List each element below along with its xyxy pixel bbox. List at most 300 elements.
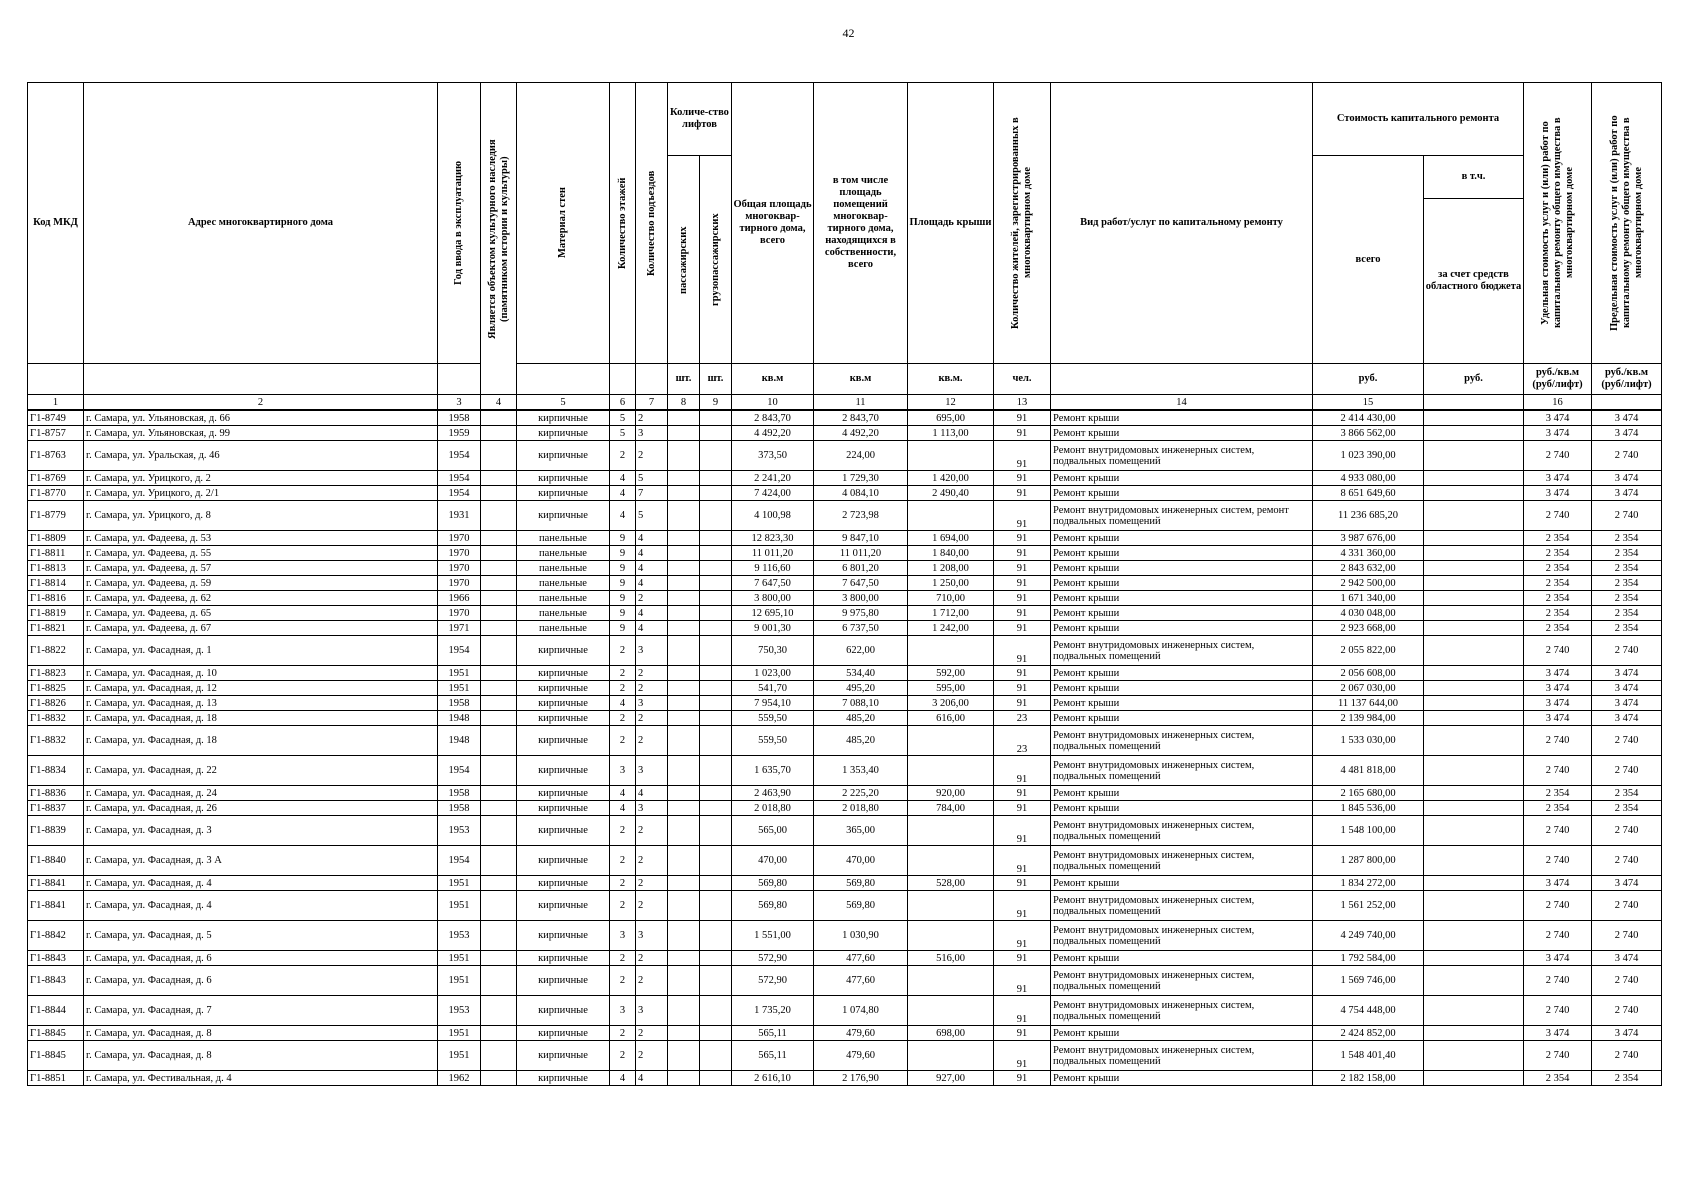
cell-wall: кирпичные: [517, 846, 610, 876]
cell-entrances: 2: [636, 726, 668, 756]
table-row: [28, 621, 1662, 636]
table-row: [28, 846, 1662, 876]
cell-year: 1958: [438, 410, 481, 426]
cell-code: Г1-8851: [28, 1071, 84, 1086]
cell-year: 1954: [438, 636, 481, 666]
cell-lifts-pass: [668, 561, 700, 576]
cell-owned-area: 2 723,98: [814, 501, 908, 531]
cell-cost-total: 8 651 649,60: [1313, 486, 1424, 501]
table-row: [28, 711, 1662, 726]
cell-heritage: [481, 951, 517, 966]
cell-work-type: Ремонт крыши: [1051, 1026, 1313, 1041]
cell-entrances: 4: [636, 1071, 668, 1086]
cell-code: Г1-8832: [28, 726, 84, 756]
cell-code: Г1-8769: [28, 471, 84, 486]
column-number: 5: [517, 395, 610, 411]
column-number: [1592, 395, 1662, 411]
cell-roof-area: [908, 996, 994, 1026]
cell-roof-area: [908, 966, 994, 996]
cell-floors: 2: [610, 1041, 636, 1071]
table-row: [28, 891, 1662, 921]
cell-cost-regional: [1424, 501, 1524, 531]
cell-lifts-freight: [700, 681, 732, 696]
cell-wall: кирпичные: [517, 441, 610, 471]
cell-code: Г1-8832: [28, 711, 84, 726]
cell-lifts-freight: [700, 726, 732, 756]
cell-year: 1962: [438, 1071, 481, 1086]
header-entrances-text: Количество подъездов: [645, 170, 657, 276]
cell-lifts-pass: [668, 1026, 700, 1041]
cell-address: г. Самара, ул. Фасадная, д. 10: [84, 666, 438, 681]
cell-lifts-pass: [668, 711, 700, 726]
cell-heritage: [481, 441, 517, 471]
cell-floors: 3: [610, 756, 636, 786]
cell-entrances: 4: [636, 546, 668, 561]
cell-owned-area: 2 176,90: [814, 1071, 908, 1086]
cell-max-cost: 2 354: [1592, 1071, 1662, 1086]
cell-address: г. Самара, ул. Фасадная, д. 7: [84, 996, 438, 1026]
cell-total-area: 572,90: [732, 951, 814, 966]
cell-owned-area: 2 225,20: [814, 786, 908, 801]
table-row: [28, 486, 1662, 501]
cell-total-area: 559,50: [732, 726, 814, 756]
cell-roof-area: 595,00: [908, 681, 994, 696]
cell-total-area: 1 635,70: [732, 756, 814, 786]
cell-cost-regional: [1424, 1071, 1524, 1086]
header-unit-cost-text: Удельная стоимость услуг и (или) работ по капитальному ремонту общего имущества в многоквартирном доме: [1539, 117, 1575, 329]
unit-wall: [517, 364, 610, 395]
cell-lifts-freight: [700, 621, 732, 636]
cell-lifts-pass: [668, 876, 700, 891]
cell-heritage: [481, 696, 517, 711]
cell-wall: кирпичные: [517, 636, 610, 666]
cell-address: г. Самара, ул. Урицкого, д. 2: [84, 471, 438, 486]
cell-max-cost: 2 740: [1592, 816, 1662, 846]
table-row: [28, 501, 1662, 531]
header-residents-text: Количество жителей, зарегистрированных в многоквартирном доме: [1010, 117, 1033, 329]
cell-total-area: 1 735,20: [732, 996, 814, 1026]
cell-entrances: 3: [636, 801, 668, 816]
cell-residents: 91: [994, 410, 1051, 426]
cell-work-type: Ремонт крыши: [1051, 546, 1313, 561]
table-row: [28, 636, 1662, 666]
table-row: [28, 591, 1662, 606]
unit-code: [28, 364, 84, 395]
cell-roof-area: 710,00: [908, 591, 994, 606]
cell-unit-cost: 2 354: [1524, 1071, 1592, 1086]
cell-address: г. Самара, ул. Фадеева, д. 55: [84, 546, 438, 561]
cell-cost-total: 1 671 340,00: [1313, 591, 1424, 606]
cell-unit-cost: 3 474: [1524, 666, 1592, 681]
cell-owned-area: 9 847,10: [814, 531, 908, 546]
cell-entrances: 5: [636, 471, 668, 486]
cell-lifts-freight: [700, 501, 732, 531]
cell-heritage: [481, 681, 517, 696]
cell-heritage: [481, 501, 517, 531]
page-number: 42: [842, 26, 855, 40]
cell-lifts-freight: [700, 996, 732, 1026]
column-number: 6: [610, 395, 636, 411]
cell-residents: 23: [994, 711, 1051, 726]
table-row: [28, 696, 1662, 711]
cell-roof-area: [908, 1041, 994, 1071]
cell-lifts-pass: [668, 681, 700, 696]
cell-unit-cost: 2 354: [1524, 786, 1592, 801]
cell-residents: 91: [994, 966, 1051, 996]
cell-total-area: 7 954,10: [732, 696, 814, 711]
cell-floors: 2: [610, 711, 636, 726]
cell-heritage: [481, 921, 517, 951]
cell-work-type: Ремонт внутридомовых инженерных систем, подвальных помещений: [1051, 756, 1313, 786]
column-number: 15: [1313, 395, 1424, 411]
cell-total-area: 1 023,00: [732, 666, 814, 681]
cell-year: 1953: [438, 996, 481, 1026]
cell-cost-regional: [1424, 876, 1524, 891]
cell-roof-area: 1 420,00: [908, 471, 994, 486]
cell-floors: 9: [610, 606, 636, 621]
cell-owned-area: 569,80: [814, 891, 908, 921]
cell-work-type: Ремонт крыши: [1051, 426, 1313, 441]
header-unit-cost: [1524, 83, 1592, 364]
cell-work-type: Ремонт внутридомовых инженерных систем, подвальных помещений: [1051, 1041, 1313, 1071]
cell-owned-area: 224,00: [814, 441, 908, 471]
cell-max-cost: 2 354: [1592, 606, 1662, 621]
cell-residents: 91: [994, 681, 1051, 696]
table-row: [28, 561, 1662, 576]
cell-unit-cost: 2 740: [1524, 966, 1592, 996]
cell-cost-regional: [1424, 426, 1524, 441]
cell-owned-area: 4 084,10: [814, 486, 908, 501]
table-row: [28, 546, 1662, 561]
header-heritage: [481, 83, 517, 395]
cell-year: 1951: [438, 966, 481, 996]
cell-owned-area: 3 800,00: [814, 591, 908, 606]
cell-unit-cost: 3 474: [1524, 471, 1592, 486]
cell-owned-area: 485,20: [814, 711, 908, 726]
cell-residents: 91: [994, 1041, 1051, 1071]
cell-wall: панельные: [517, 621, 610, 636]
cell-address: г. Самара, ул. Фадеева, д. 57: [84, 561, 438, 576]
cell-lifts-pass: [668, 546, 700, 561]
cell-year: 1970: [438, 576, 481, 591]
cell-entrances: 4: [636, 621, 668, 636]
cell-lifts-freight: [700, 966, 732, 996]
cell-lifts-pass: [668, 801, 700, 816]
cell-cost-total: 1 845 536,00: [1313, 801, 1424, 816]
cell-work-type: Ремонт внутридомовых инженерных систем, подвальных помещений: [1051, 996, 1313, 1026]
cell-owned-area: 485,20: [814, 726, 908, 756]
cell-cost-regional: [1424, 756, 1524, 786]
cell-heritage: [481, 486, 517, 501]
cell-entrances: 2: [636, 591, 668, 606]
cell-work-type: Ремонт внутридомовых инженерных систем, ремонт подвальных помещений: [1051, 501, 1313, 531]
cell-cost-total: 1 569 746,00: [1313, 966, 1424, 996]
cell-wall: кирпичные: [517, 410, 610, 426]
cell-entrances: 2: [636, 711, 668, 726]
cell-max-cost: 2 354: [1592, 621, 1662, 636]
cell-heritage: [481, 666, 517, 681]
cell-cost-total: 3 866 562,00: [1313, 426, 1424, 441]
cell-max-cost: 2 740: [1592, 996, 1662, 1026]
cell-cost-total: 4 030 048,00: [1313, 606, 1424, 621]
cell-heritage: [481, 801, 517, 816]
cell-cost-regional: [1424, 696, 1524, 711]
cell-heritage: [481, 891, 517, 921]
cell-max-cost: 3 474: [1592, 471, 1662, 486]
cell-work-type: Ремонт крыши: [1051, 786, 1313, 801]
cell-roof-area: [908, 816, 994, 846]
cell-address: г. Самара, ул. Фасадная, д. 18: [84, 726, 438, 756]
cell-entrances: 2: [636, 410, 668, 426]
cell-work-type: Ремонт крыши: [1051, 876, 1313, 891]
cell-owned-area: 1 729,30: [814, 471, 908, 486]
cell-residents: 91: [994, 576, 1051, 591]
column-number: 7: [636, 395, 668, 411]
cell-entrances: 3: [636, 996, 668, 1026]
cell-lifts-pass: [668, 666, 700, 681]
cell-address: г. Самара, ул. Фасадная, д. 12: [84, 681, 438, 696]
cell-entrances: 4: [636, 786, 668, 801]
cell-unit-cost: 2 740: [1524, 441, 1592, 471]
cell-code: Г1-8845: [28, 1026, 84, 1041]
cell-lifts-pass: [668, 891, 700, 921]
cell-roof-area: 698,00: [908, 1026, 994, 1041]
cell-heritage: [481, 726, 517, 756]
cell-unit-cost: 2 740: [1524, 846, 1592, 876]
cell-address: г. Самара, ул. Фасадная, д. 3 А: [84, 846, 438, 876]
cell-unit-cost: 3 474: [1524, 711, 1592, 726]
cell-lifts-freight: [700, 846, 732, 876]
cell-lifts-pass: [668, 726, 700, 756]
cell-work-type: Ремонт крыши: [1051, 561, 1313, 576]
cell-wall: панельные: [517, 531, 610, 546]
column-number: 10: [732, 395, 814, 411]
cell-total-area: 569,80: [732, 876, 814, 891]
table-row: [28, 951, 1662, 966]
cell-unit-cost: 2 740: [1524, 996, 1592, 1026]
cell-cost-total: 2 182 158,00: [1313, 1071, 1424, 1086]
cell-address: г. Самара, ул. Фасадная, д. 13: [84, 696, 438, 711]
cell-residents: 91: [994, 786, 1051, 801]
cell-code: Г1-8843: [28, 966, 84, 996]
cell-max-cost: 3 474: [1592, 426, 1662, 441]
cell-lifts-pass: [668, 591, 700, 606]
unit-total-area: кв.м: [732, 364, 814, 395]
cell-cost-total: 2 942 500,00: [1313, 576, 1424, 591]
cell-residents: 23: [994, 726, 1051, 756]
cell-work-type: Ремонт внутридомовых инженерных систем, подвальных помещений: [1051, 816, 1313, 846]
cell-max-cost: 2 740: [1592, 756, 1662, 786]
cell-roof-area: [908, 756, 994, 786]
cell-code: Г1-8763: [28, 441, 84, 471]
cell-owned-area: 6 801,20: [814, 561, 908, 576]
cell-max-cost: 2 740: [1592, 1041, 1662, 1071]
cell-heritage: [481, 546, 517, 561]
cell-year: 1958: [438, 786, 481, 801]
cell-owned-area: 622,00: [814, 636, 908, 666]
cell-max-cost: 2 354: [1592, 531, 1662, 546]
header-address: Адрес многоквартирного дома: [84, 83, 438, 364]
cell-owned-area: 1 074,80: [814, 996, 908, 1026]
cell-year: 1954: [438, 846, 481, 876]
cell-floors: 9: [610, 576, 636, 591]
cell-code: Г1-8749: [28, 410, 84, 426]
cell-unit-cost: 2 354: [1524, 801, 1592, 816]
cell-entrances: 3: [636, 696, 668, 711]
cell-year: 1958: [438, 801, 481, 816]
header-code: Код МКД: [28, 83, 84, 364]
table-row: [28, 996, 1662, 1026]
header-year: [438, 83, 481, 364]
cell-max-cost: 2 740: [1592, 636, 1662, 666]
cell-wall: кирпичные: [517, 876, 610, 891]
cell-wall: кирпичные: [517, 951, 610, 966]
cell-max-cost: 3 474: [1592, 876, 1662, 891]
cell-wall: кирпичные: [517, 726, 610, 756]
cell-residents: 91: [994, 996, 1051, 1026]
cell-address: г. Самара, ул. Фасадная, д. 4: [84, 891, 438, 921]
cell-heritage: [481, 426, 517, 441]
cell-lifts-freight: [700, 606, 732, 621]
cell-floors: 2: [610, 846, 636, 876]
cell-floors: 2: [610, 636, 636, 666]
cell-entrances: 2: [636, 1026, 668, 1041]
cell-max-cost: 3 474: [1592, 711, 1662, 726]
cell-entrances: 3: [636, 921, 668, 951]
cell-entrances: 4: [636, 561, 668, 576]
cell-year: 1948: [438, 711, 481, 726]
table-row: [28, 756, 1662, 786]
cell-entrances: 3: [636, 636, 668, 666]
cell-roof-area: 2 490,40: [908, 486, 994, 501]
cell-total-area: 1 551,00: [732, 921, 814, 951]
cell-roof-area: 592,00: [908, 666, 994, 681]
cell-work-type: Ремонт внутридомовых инженерных систем, подвальных помещений: [1051, 966, 1313, 996]
cell-roof-area: 1 242,00: [908, 621, 994, 636]
cell-heritage: [481, 576, 517, 591]
cell-unit-cost: 2 740: [1524, 726, 1592, 756]
unit-year: [438, 364, 481, 395]
cell-wall: кирпичные: [517, 891, 610, 921]
cell-residents: 91: [994, 876, 1051, 891]
column-number: 11: [814, 395, 908, 411]
cell-residents: 91: [994, 891, 1051, 921]
header-owned-area: в том числе площадь помещений многоквар-тирного дома, находящихся в собственности, всего: [814, 83, 908, 364]
header-year-text: Год ввода в эксплуатацию: [453, 160, 464, 286]
cell-wall: кирпичные: [517, 816, 610, 846]
table-row: [28, 921, 1662, 951]
cell-code: Г1-8821: [28, 621, 84, 636]
cell-work-type: Ремонт крыши: [1051, 531, 1313, 546]
cell-year: 1951: [438, 666, 481, 681]
cell-wall: кирпичные: [517, 921, 610, 951]
cell-owned-area: 4 492,20: [814, 426, 908, 441]
cell-residents: 91: [994, 921, 1051, 951]
cell-work-type: Ремонт крыши: [1051, 591, 1313, 606]
table-row: [28, 441, 1662, 471]
cell-residents: 91: [994, 816, 1051, 846]
cell-code: Г1-8811: [28, 546, 84, 561]
cell-max-cost: 3 474: [1592, 951, 1662, 966]
cell-cost-total: 4 754 448,00: [1313, 996, 1424, 1026]
cell-max-cost: 2 354: [1592, 591, 1662, 606]
cell-residents: 91: [994, 1026, 1051, 1041]
cell-heritage: [481, 606, 517, 621]
cell-floors: 4: [610, 471, 636, 486]
cell-roof-area: [908, 636, 994, 666]
cell-owned-area: 7 088,10: [814, 696, 908, 711]
cell-unit-cost: 2 740: [1524, 756, 1592, 786]
cell-cost-total: 1 548 100,00: [1313, 816, 1424, 846]
cell-total-area: 11 011,20: [732, 546, 814, 561]
cell-wall: кирпичные: [517, 996, 610, 1026]
cell-residents: 91: [994, 636, 1051, 666]
cell-entrances: 7: [636, 486, 668, 501]
cell-code: Г1-8844: [28, 996, 84, 1026]
cell-lifts-freight: [700, 410, 732, 426]
cell-roof-area: 1 208,00: [908, 561, 994, 576]
cell-cost-regional: [1424, 951, 1524, 966]
cell-year: 1954: [438, 441, 481, 471]
cell-address: г. Самара, ул. Фасадная, д. 8: [84, 1026, 438, 1041]
cell-unit-cost: 2 740: [1524, 636, 1592, 666]
cell-total-area: 565,11: [732, 1026, 814, 1041]
cell-code: Г1-8813: [28, 561, 84, 576]
cell-code: Г1-8843: [28, 951, 84, 966]
cell-total-area: 2 616,10: [732, 1071, 814, 1086]
cell-work-type: Ремонт крыши: [1051, 951, 1313, 966]
cell-address: г. Самара, ул. Фасадная, д. 8: [84, 1041, 438, 1071]
cell-unit-cost: 3 474: [1524, 426, 1592, 441]
cell-unit-cost: 2 354: [1524, 561, 1592, 576]
unit-owned-area: кв.м: [814, 364, 908, 395]
cell-work-type: Ремонт крыши: [1051, 621, 1313, 636]
cell-roof-area: [908, 846, 994, 876]
cell-cost-regional: [1424, 816, 1524, 846]
column-number: 3: [438, 395, 481, 411]
cell-cost-total: 11 236 685,20: [1313, 501, 1424, 531]
cell-year: 1953: [438, 921, 481, 951]
cell-work-type: Ремонт внутридомовых инженерных систем, подвальных помещений: [1051, 891, 1313, 921]
cell-year: 1931: [438, 501, 481, 531]
cell-lifts-freight: [700, 426, 732, 441]
table-row: [28, 471, 1662, 486]
unit-work-type: [1051, 364, 1313, 395]
cell-max-cost: 3 474: [1592, 696, 1662, 711]
cell-owned-area: 470,00: [814, 846, 908, 876]
cell-residents: 91: [994, 561, 1051, 576]
cell-floors: 3: [610, 921, 636, 951]
cell-owned-area: 477,60: [814, 951, 908, 966]
cell-code: Г1-8839: [28, 816, 84, 846]
cell-residents: 91: [994, 801, 1051, 816]
cell-max-cost: 2 354: [1592, 546, 1662, 561]
cell-wall: кирпичные: [517, 756, 610, 786]
cell-floors: 5: [610, 426, 636, 441]
cell-year: 1970: [438, 561, 481, 576]
cell-lifts-freight: [700, 711, 732, 726]
cell-work-type: Ремонт крыши: [1051, 410, 1313, 426]
cell-cost-total: 1 533 030,00: [1313, 726, 1424, 756]
header-max-cost: [1592, 83, 1662, 364]
cell-unit-cost: 2 354: [1524, 576, 1592, 591]
header-total-area: Общая площадь многоквар-тирного дома, всего: [732, 83, 814, 364]
cell-residents: 91: [994, 591, 1051, 606]
cell-cost-total: 2 843 632,00: [1313, 561, 1424, 576]
cell-entrances: 2: [636, 846, 668, 876]
cell-work-type: Ремонт внутридомовых инженерных систем, подвальных помещений: [1051, 921, 1313, 951]
cell-floors: 9: [610, 546, 636, 561]
